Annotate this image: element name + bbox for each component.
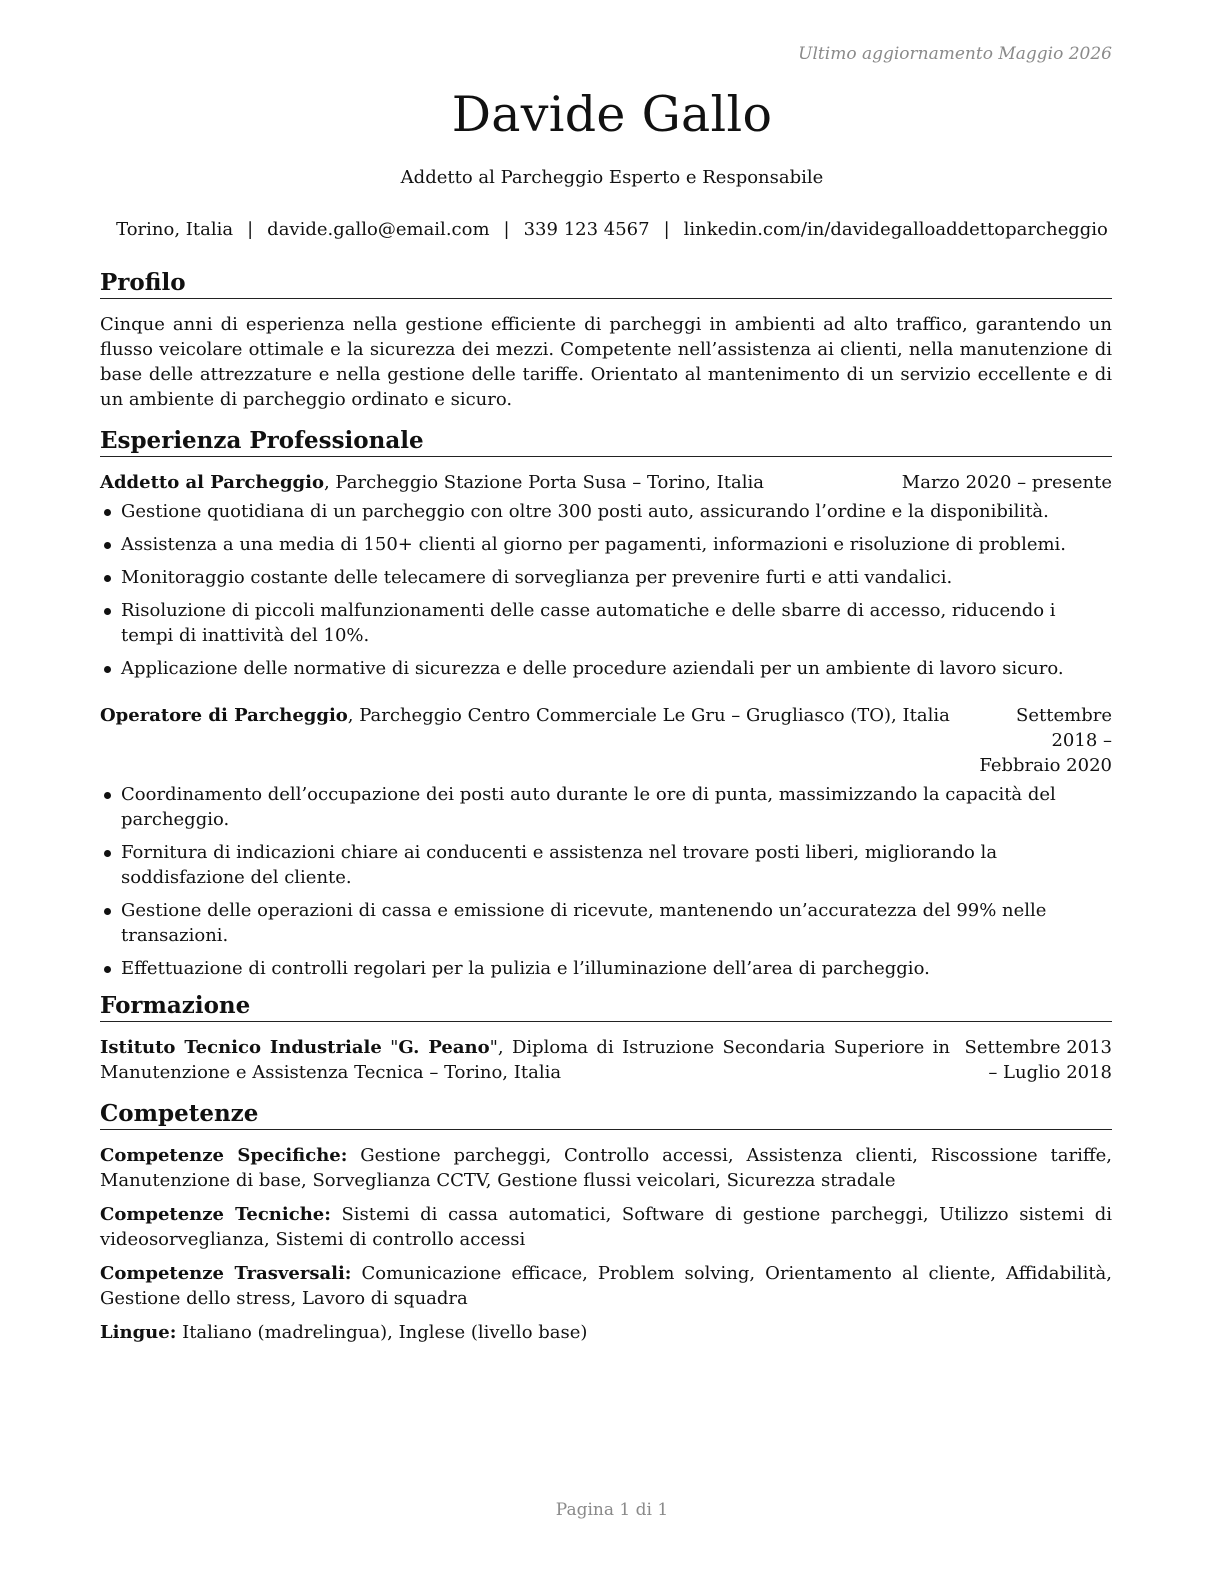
list-item: Coordinamento dell’occupazione dei posti auto durante le ore di punta, massimizzando la capacità del parcheggio. [100, 782, 1112, 832]
job-header [100, 470, 1112, 495]
school-name: Istituto Tecnico Industriale [100, 1037, 382, 1058]
list-item: Applicazione delle normative di sicurezza e delle procedure aziendali per un ambiente di lavoro sicuro. [100, 656, 1112, 681]
education-dates: Settembre 2013 – Luglio 2018 [964, 1037, 1112, 1083]
job-role: Addetto al Parcheggio [100, 472, 324, 493]
skill-row [100, 1202, 1112, 1252]
job-entry [100, 470, 1112, 681]
quote-mark: " [489, 1037, 498, 1058]
skill-label: Competenze Tecniche: [100, 1204, 331, 1225]
skill-text: Gestione parcheggi, Controllo accessi, Assistenza clienti, Riscossione tariffe, Manutenzione di base, Sorveglianza CCTV, Gestione flussi veicolari, Sicurezza stradale [100, 1145, 1113, 1191]
profile-text: Cinque anni di esperienza nella gestione efficiente di parcheggi in ambienti ad alto traffico, garantendo un flusso veicolare ottimale e la sicurezza dei mezzi. Competente nell’assistenza ai clienti, nella manutenzione di base delle attrezzature e nella gestione delle tariffe. Orientato al mantenimento di un servizio eccellente e di un ambiente di parcheggio ordinato e sicuro. [100, 314, 1112, 410]
candidate-title: Addetto al Parcheggio Esperto e Responsabile [400, 167, 824, 188]
job-dates: Settembre 2018 – Febbraio 2020 [979, 705, 1112, 776]
job-dates: Marzo 2020 – presente [901, 472, 1112, 493]
list-item: Assistenza a una media di 150+ clienti al giorno per pagamenti, informazioni e risoluzione di problemi. [100, 532, 1112, 557]
section-title-profile: Profilo [100, 268, 1112, 299]
degree-text: , Diploma di Istruzione Secondaria Superiore in Manutenzione e Assistenza Tecnica – Torino, Italia [100, 1037, 950, 1083]
job-role: Operatore di Parcheggio [100, 705, 348, 726]
job-company: , Parcheggio Stazione Porta Susa – Torino, Italia [323, 472, 764, 493]
contact-city: Torino, Italia [116, 219, 234, 240]
section-title-skills: Competenze [100, 1099, 1112, 1130]
contact-email[interactable]: davide.gallo@email.com [267, 219, 490, 240]
contact-separator: | [503, 219, 510, 240]
quote-mark: " [381, 1037, 399, 1058]
contact-separator: | [663, 219, 670, 240]
skill-row [100, 1143, 1112, 1193]
section-title-experience: Esperienza Professionale [100, 426, 1112, 457]
skill-text: Italiano (madrelingua), Inglese (livello base) [176, 1322, 588, 1343]
skill-label: Competenze Specifiche: [100, 1145, 348, 1166]
education-entry [100, 1035, 1112, 1085]
skill-label: Competenze Trasversali: [100, 1263, 352, 1284]
skill-text: Sistemi di cassa automatici, Software di gestione parcheggi, Utilizzo sistemi di videosorveglianza, Sistemi di controllo accessi [100, 1204, 1112, 1250]
skill-row [100, 1261, 1112, 1311]
section-title-education: Formazione [100, 991, 1112, 1022]
resume-body [100, 268, 1112, 1354]
contact-linkedin[interactable]: linkedin.com/in/davidegalloaddettoparcheggio [683, 219, 1108, 240]
contact-line [0, 219, 1224, 240]
last-updated: Ultimo aggiornamento Maggio 2026 [798, 44, 1112, 64]
candidate-name: Davide Gallo [451, 86, 773, 143]
contact-phone[interactable]: 339 123 4567 [523, 219, 650, 240]
skill-label: Lingue: [100, 1322, 177, 1343]
job-header [100, 703, 1112, 778]
list-item: Effettuazione di controlli regolari per la pulizia e l’illuminazione dell’area di parcheggio. [100, 956, 1112, 981]
list-item: Fornitura di indicazioni chiare ai conducenti e assistenza nel trovare posti liberi, migliorando la soddisfazione del cliente. [100, 840, 1112, 890]
job-company: , Parcheggio Centro Commerciale Le Gru – Grugliasco (TO), Italia [347, 705, 950, 726]
school-name-quoted: G. Peano [398, 1037, 490, 1058]
skill-row [100, 1320, 1112, 1345]
job-bullets [100, 782, 1112, 981]
list-item: Risoluzione di piccoli malfunzionamenti delle casse automatiche e delle sbarre di accesso, riducendo i tempi di inattività del 10%. [100, 598, 1112, 648]
education-details [100, 1035, 950, 1085]
job-entry [100, 703, 1112, 981]
skill-text: Comunicazione efficace, Problem solving, Orientamento al cliente, Affidabilità, Gestione dello stress, Lavoro di squadra [100, 1263, 1113, 1309]
page-number: Pagina 1 di 1 [555, 1500, 669, 1520]
job-bullets [100, 499, 1112, 681]
list-item: Gestione quotidiana di un parcheggio con oltre 300 posti auto, assicurando l’ordine e la disponibilità. [100, 499, 1112, 524]
list-item: Monitoraggio costante delle telecamere di sorveglianza per prevenire furti e atti vandalici. [100, 565, 1112, 590]
list-item: Gestione delle operazioni di cassa e emissione di ricevute, mantenendo un’accuratezza del 99% nelle transazioni. [100, 898, 1112, 948]
contact-separator: | [247, 219, 254, 240]
